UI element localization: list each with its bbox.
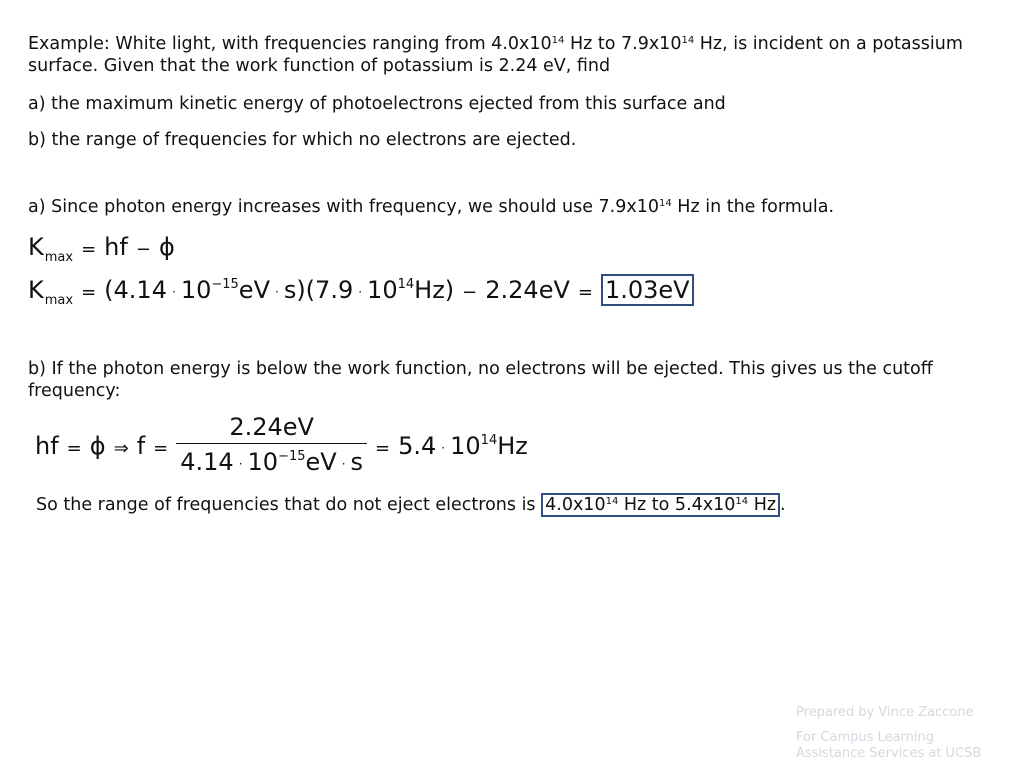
conclusion: So the range of frequencies that do not eject electrons is $4.0x10^{14}$ Hz to $5.4x10^{14}$ Hz . (36, 495, 786, 515)
fraction-denominator: $4.14 \cdot 10^{-15}eV \cdot s$ (176, 443, 367, 481)
problem-part-a: a) the maximum kinetic energy of photoelectrons ejected from this surface and (28, 94, 726, 114)
problem-statement: Example: White light, with frequencies ranging from $4.0x10^{14}$ Hz to $7.9x10^{14}$ Hz, is incident on a potassium surface. Given that the work function of potassium is 2.24 eV, find (28, 34, 963, 76)
equation-cutoff-frequency: hf = ϕ ⇒ f = $\frac{2.24eV}{4.14 \cdot 10^{-15}eV \cdot s}$ = $5.4 \cdot 10^{14}Hz$ (35, 413, 528, 481)
fraction (176, 413, 367, 481)
footer-for: For Campus Learning Assistance Services at UCSB (796, 730, 982, 761)
footer-prepared: Prepared by Vince Zaccone (796, 705, 974, 720)
result-box-range: $4.0x10^{14}$ Hz to $5.4x10^{14}$ Hz (541, 493, 780, 517)
solution-a-text: a) Since photon energy increases with frequency, we should use $7.9x10^{14}$ Hz in the formula. (28, 197, 835, 217)
result-box-kmax: 1.03eV (601, 274, 694, 306)
fraction-numerator: 2.24eV (229, 413, 314, 441)
equation-kmax-formula: $K_{max}$ = hf − ϕ (28, 233, 175, 265)
solution-b-text: b) If the photon energy is below the work function, no electrons will be ejected. This gives us the cutoff frequency: (28, 359, 933, 401)
equation-kmax-calc: $K_{max} = (4.14 \cdot 10^{-15}eV \cdot s)(7.9 \cdot 10^{14}Hz) - 2.24eV = 1.03eV$ (28, 276, 694, 309)
problem-part-b: b) the range of frequencies for which no electrons are ejected. (28, 130, 577, 150)
